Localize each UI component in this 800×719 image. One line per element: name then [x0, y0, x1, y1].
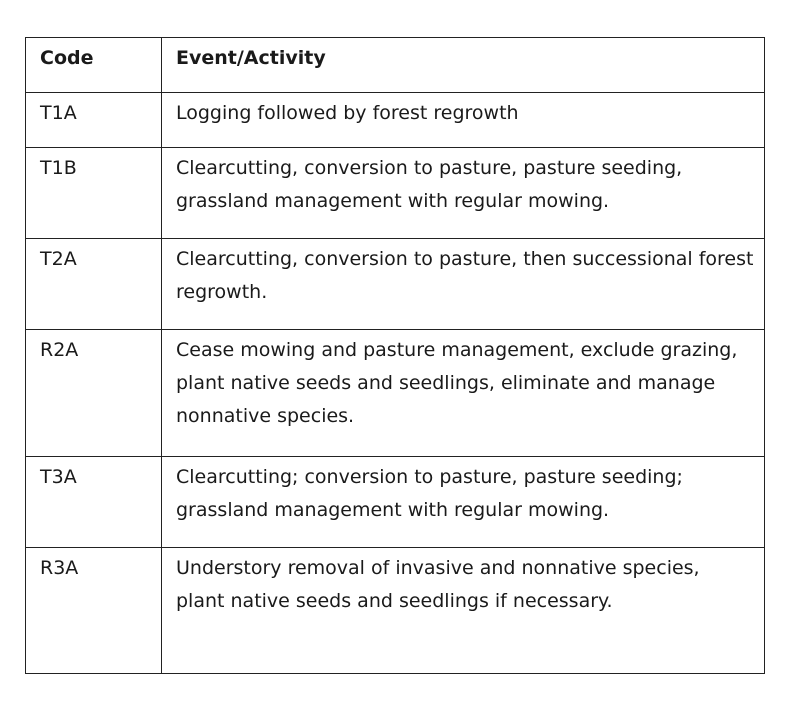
table-row: [26, 330, 765, 457]
table-header-row: [26, 38, 765, 93]
row-activity: Cease mowing and pasture management, exclude grazing, plant native seeds and seedlings, eliminate and manage nonnative species.: [162, 330, 765, 457]
row-code: R3A: [26, 548, 162, 674]
row-code: R2A: [26, 330, 162, 457]
row-code: T3A: [26, 457, 162, 548]
row-activity: Understory removal of invasive and nonnative species, plant native seeds and seedlings if necessary.: [162, 548, 765, 674]
row-code: T1A: [26, 93, 162, 148]
table-row: [26, 93, 765, 148]
column-header-activity: Event/Activity: [162, 38, 765, 93]
row-activity: Clearcutting, conversion to pasture, then successional forest regrowth.: [162, 239, 765, 330]
row-code: T1B: [26, 148, 162, 239]
activity-table: [25, 37, 765, 674]
table-row: [26, 148, 765, 239]
row-code: T2A: [26, 239, 162, 330]
table-row: [26, 548, 765, 674]
table-row: [26, 239, 765, 330]
row-activity: Logging followed by forest regrowth: [162, 93, 765, 148]
table-row: [26, 457, 765, 548]
row-activity: Clearcutting; conversion to pasture, pasture seeding; grassland management with regular mowing.: [162, 457, 765, 548]
row-activity: Clearcutting, conversion to pasture, pasture seeding, grassland management with regular mowing.: [162, 148, 765, 239]
column-header-code: Code: [26, 38, 162, 93]
